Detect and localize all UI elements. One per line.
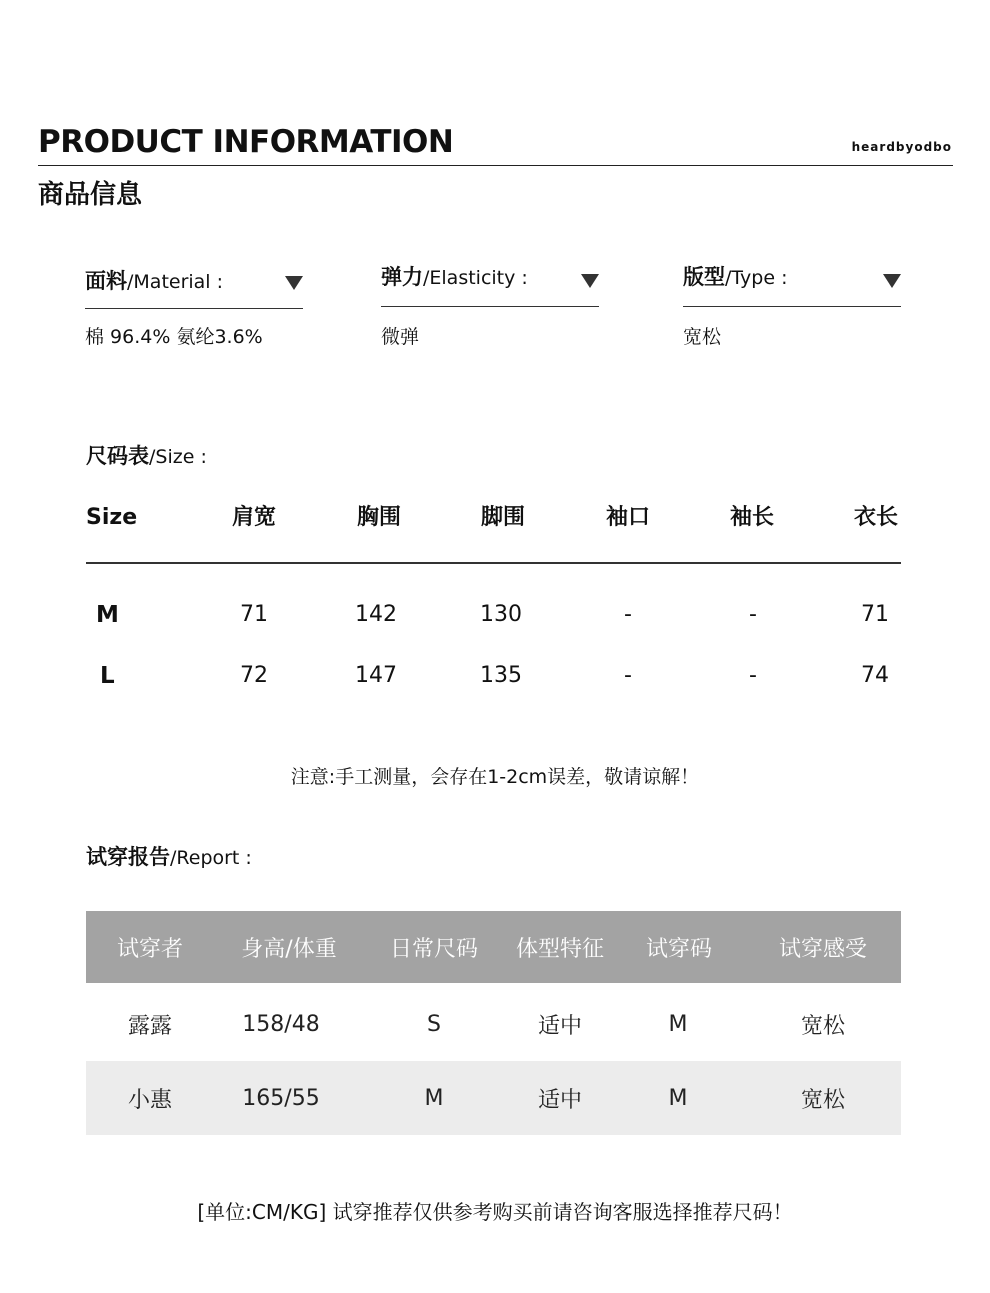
size-header-cell: 肩宽: [232, 505, 277, 530]
report-cell: M: [668, 1011, 688, 1037]
material-divider: [85, 308, 303, 309]
size-cell: 142: [355, 602, 397, 627]
report-table-header: [86, 911, 901, 983]
page-subtitle: 商品信息: [38, 180, 143, 210]
report-header-cell: 日常尺码: [389, 936, 478, 962]
type-divider: [683, 306, 901, 307]
material-label-en: /Material :: [127, 271, 224, 293]
size-cell: L: [100, 663, 115, 689]
report-cell: 165/55: [242, 1085, 320, 1111]
report-header-cell: 试穿者: [116, 936, 183, 962]
material-value: 棉 96.4% 氨纶3.6%: [85, 326, 263, 348]
dropdown-triangle-icon: [285, 276, 303, 290]
page-title: PRODUCT INFORMATION: [38, 124, 454, 160]
size-cell: 71: [240, 602, 268, 627]
elasticity-divider: [381, 306, 599, 307]
header-divider: [38, 165, 953, 166]
report-cell: 小惠: [127, 1087, 172, 1113]
elasticity-label-en: /Elasticity :: [423, 267, 528, 289]
type-block: [683, 262, 901, 348]
report-cell: M: [668, 1085, 688, 1111]
type-label: [683, 262, 901, 292]
type-label-en: /Type :: [725, 267, 788, 289]
size-cell: 130: [480, 602, 522, 627]
size-header-cell: 衣长: [854, 505, 899, 530]
report-cell: 适中: [537, 1087, 582, 1113]
table-row: [86, 987, 901, 1061]
report-cell: 宽松: [800, 1087, 845, 1113]
report-cell: 158/48: [242, 1011, 320, 1037]
table-row: [86, 656, 901, 696]
size-cell: 71: [861, 602, 889, 627]
table-row: [86, 1061, 901, 1135]
size-header-cell: 脚围: [481, 505, 526, 530]
size-cell: 74: [861, 663, 889, 688]
size-header-cell: 袖长: [730, 505, 775, 530]
report-title-cn: 试穿报告: [86, 845, 170, 869]
report-cell: 适中: [537, 1013, 582, 1039]
report-cell: S: [427, 1011, 441, 1037]
size-cell: 135: [480, 663, 522, 688]
size-cell: 72: [240, 663, 268, 688]
report-header-cell: 试穿码: [645, 936, 712, 962]
footer-note: [单位:CM/KG] 试穿推荐仅供参考购买前请咨询客服选择推荐尺码！: [197, 1200, 793, 1224]
size-header-cell: 袖口: [606, 505, 651, 530]
size-title-cn: 尺码表: [86, 444, 149, 468]
report-header-cell: 体型特征: [515, 936, 604, 962]
size-cell: M: [96, 602, 119, 628]
report-cell: M: [424, 1085, 444, 1111]
report-header-cell: 试穿感受: [778, 936, 867, 962]
size-table: [86, 498, 901, 689]
size-title-en: /Size :: [149, 446, 207, 468]
elasticity-label: [381, 262, 599, 292]
measurement-note: 注意:手工测量，会存在1-2cm误差，敬请谅解！: [290, 766, 700, 788]
size-section-title: [86, 440, 207, 470]
report-cell: 露露: [127, 1013, 172, 1039]
elasticity-value: 微弹: [381, 326, 420, 348]
material-label-cn: 面料: [85, 269, 127, 293]
size-cell: -: [624, 663, 632, 688]
size-cell: -: [749, 602, 757, 627]
type-label-cn: 版型: [683, 265, 725, 289]
report-cell: 宽松: [800, 1013, 845, 1039]
report-title-en: /Report :: [170, 847, 252, 869]
dropdown-triangle-icon: [581, 274, 599, 288]
material-block: [85, 266, 303, 348]
material-label: [85, 266, 303, 296]
size-cell: 147: [355, 663, 397, 688]
dropdown-triangle-icon: [883, 274, 901, 288]
elasticity-block: [381, 262, 599, 348]
size-header-cell: 胸围: [357, 505, 402, 530]
size-table-header: [86, 498, 901, 538]
size-cell: -: [749, 663, 757, 688]
type-value: 宽松: [683, 326, 722, 348]
size-table-divider: [86, 562, 901, 564]
brand-logo: heardbyodbo: [851, 140, 952, 154]
size-cell: -: [624, 602, 632, 627]
size-header-cell: Size: [86, 505, 138, 530]
report-section-title: [86, 841, 252, 871]
elasticity-label-cn: 弹力: [381, 265, 423, 289]
table-row: [86, 595, 901, 635]
report-table: [86, 911, 901, 1135]
report-header-cell: 身高/体重: [241, 936, 337, 962]
